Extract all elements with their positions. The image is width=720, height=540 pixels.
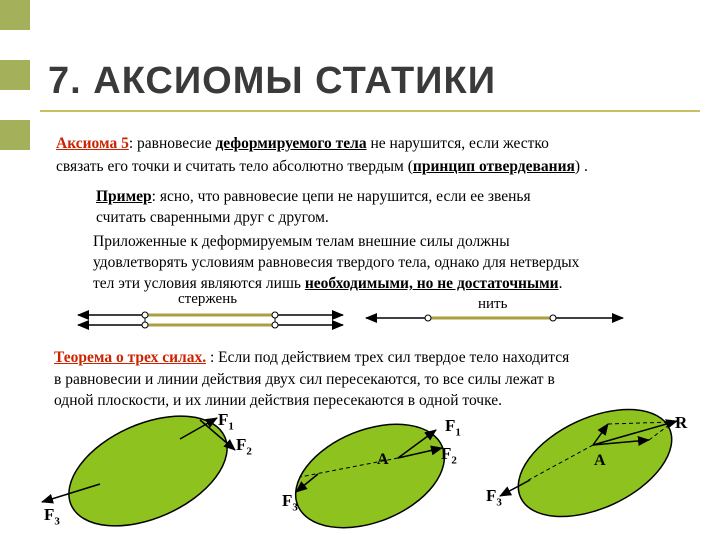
label-resultant-r: R <box>675 413 688 432</box>
theorem-label: Теорема о трех силах. <box>54 349 207 366</box>
label-f1-letter: F <box>218 410 229 429</box>
theorem-text-1: : Если под действием трех сил твердое тело находится <box>209 349 570 366</box>
applied-line-1: Приложенные к деформируемым телам внешние силы должны <box>93 233 510 250</box>
axiom-label: Аксиома 5 <box>56 135 129 152</box>
label-f2 <box>441 444 457 466</box>
label-f3 <box>44 505 60 527</box>
applied-line3-a: тел эти условия являются лишь <box>93 275 301 292</box>
slide-title: 7. АКСИОМЫ СТАТИКИ <box>48 60 497 102</box>
rod-joint <box>142 322 148 328</box>
axiom-text-a: равновесие <box>137 135 212 152</box>
label-point-a: A <box>594 452 606 469</box>
example-line-2: считать сваренными друг с другом. <box>96 209 329 226</box>
thread-joint <box>425 315 431 321</box>
label-f3-letter: F <box>44 505 55 524</box>
label-f1 <box>445 416 461 438</box>
label-f2-sub: 2 <box>451 454 457 467</box>
label-f1-letter: F <box>445 416 456 435</box>
body-diagram-2 <box>280 404 459 540</box>
label-f2-letter: F <box>236 435 247 454</box>
label-f3 <box>282 491 298 513</box>
example-text-1: : ясно, что равновесие цепи не нарушится, если ее звенья <box>151 188 531 205</box>
rigid-body-ellipse <box>280 404 459 540</box>
thread-joint <box>550 315 556 321</box>
label-f3 <box>486 486 502 508</box>
label-f2-letter: F <box>441 444 452 463</box>
applied-line-2: удовлетворять условиям равновесия твердого тела, однако для нетвердых <box>93 254 580 271</box>
thread-diagram <box>366 315 623 321</box>
label-f2-sub: 2 <box>246 445 252 458</box>
theorem-line-2: в равновесии и линии действия двух сил пересекаются, то все силы лежат в <box>54 371 555 388</box>
rod-diagram <box>78 312 343 328</box>
label-f3-sub: 3 <box>54 515 60 528</box>
axiom-text-b: не нарушится, если жестко <box>370 135 549 152</box>
label-f1 <box>218 410 234 432</box>
applied-term: необходимыми, но не достаточными <box>304 275 559 292</box>
example-label: Пример <box>96 188 152 205</box>
axiom-term-solidification: принцип отвердевания <box>412 158 575 175</box>
axiom-term-deformable: деформируемого тела <box>215 135 367 152</box>
rigid-body-ellipse <box>52 394 247 540</box>
label-f1-sub: 1 <box>455 426 461 439</box>
label-f3-letter: F <box>486 486 497 505</box>
thread-label: нить <box>478 296 508 312</box>
axiom-line2-a: связать его точки и считать тело абсолютно твердым ( <box>56 158 413 175</box>
theorem-line-3: одной плоскости, и их линии действия пересекаются в одной точке. <box>54 392 502 409</box>
rod-joint <box>272 322 278 328</box>
label-point-a: A <box>377 451 389 468</box>
rod-joint <box>142 312 148 318</box>
body-diagram-1 <box>42 394 247 540</box>
label-f3-sub: 3 <box>496 496 502 509</box>
label-f3-letter: F <box>282 491 293 510</box>
applied-line3-b: . <box>558 275 563 292</box>
label-f3-sub: 3 <box>292 501 298 514</box>
label-f1-sub: 1 <box>228 420 234 433</box>
axiom-colon: : <box>128 135 134 152</box>
label-f2 <box>236 435 252 457</box>
rod-joint <box>272 312 278 318</box>
rod-label: стержень <box>178 291 238 307</box>
axiom-line2-b: ) . <box>574 158 588 175</box>
